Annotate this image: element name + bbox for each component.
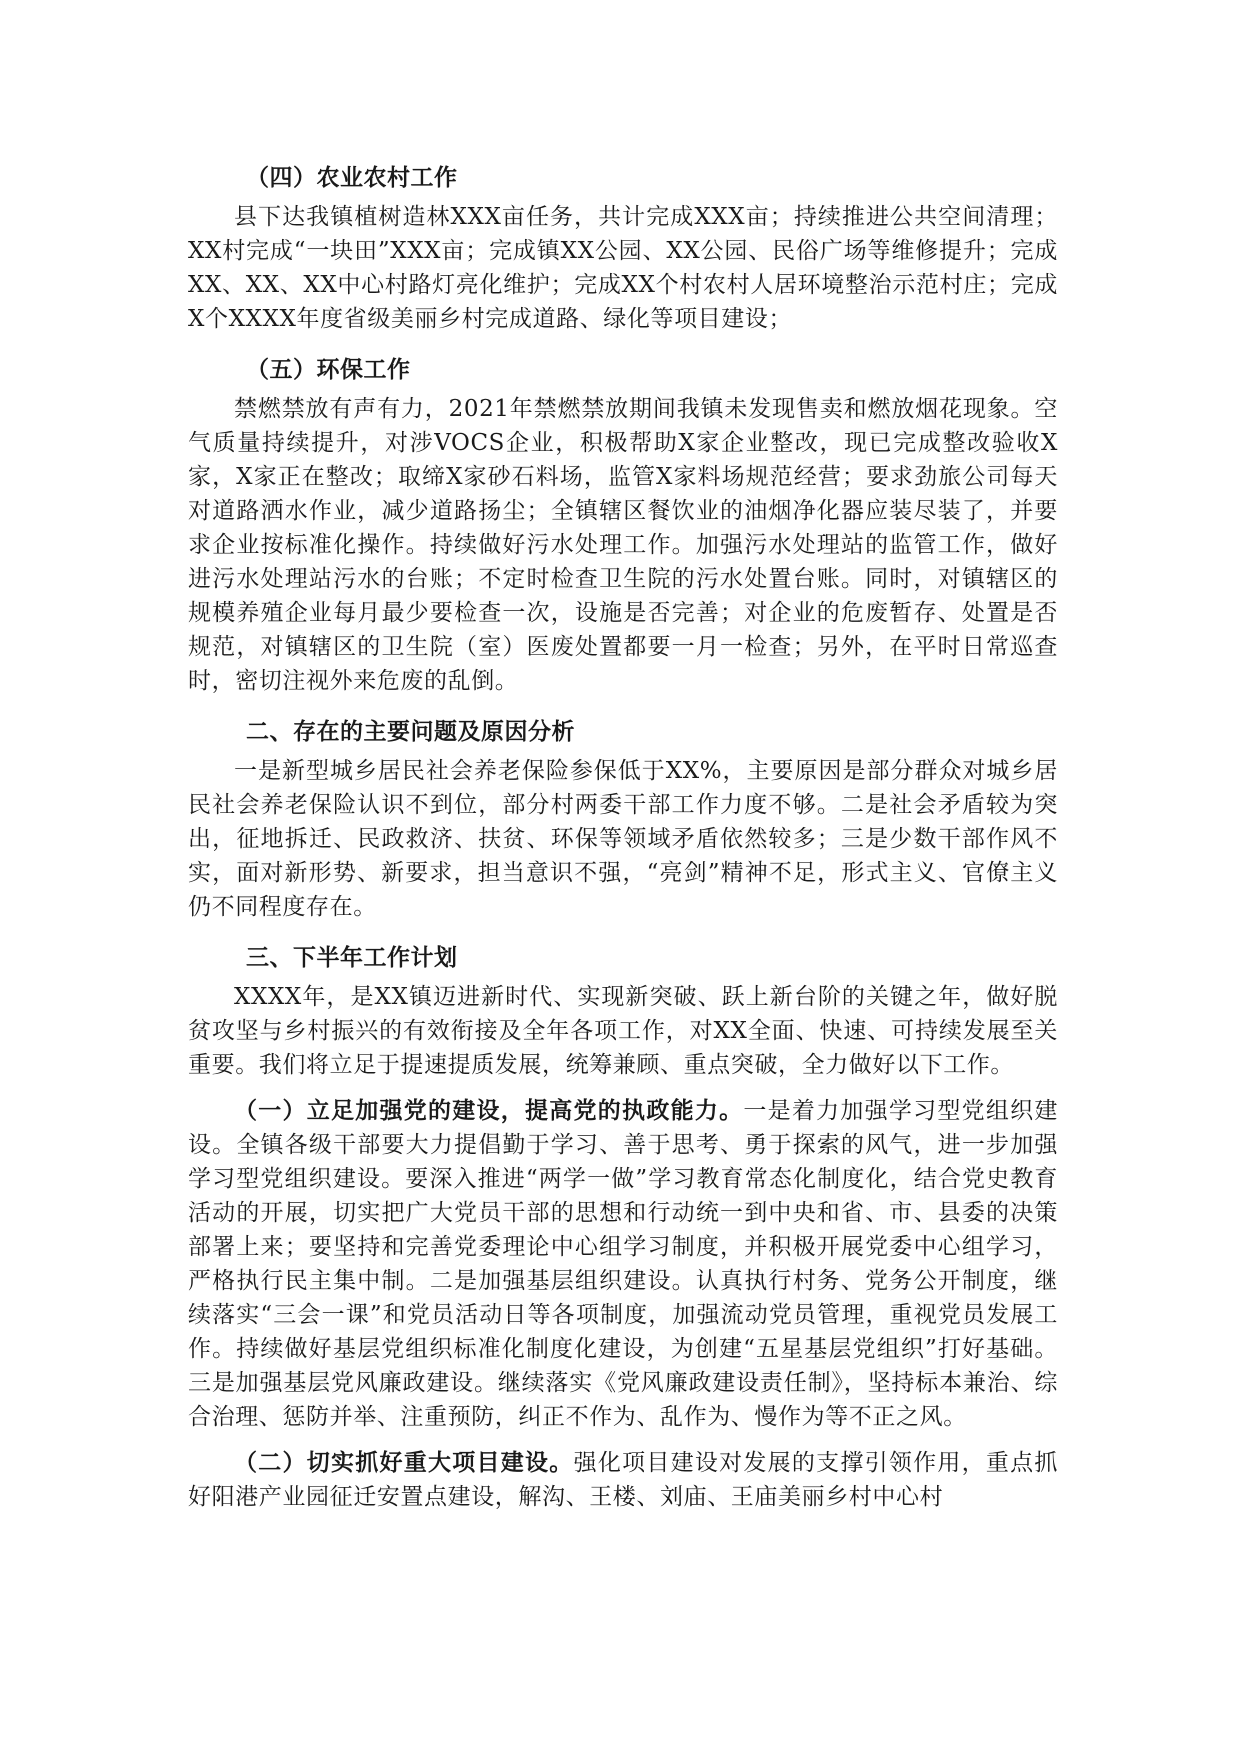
paragraph-body-party-building: 一是着力加强学习型党组织建设。全镇各级干部要大力提倡勤于学习、善于思考、勇于探索的风气，进一步加强学习型党组织建设。要深入推进“两学一做”学习教育常态化制度化，结合党史教育活动的开展，切实把广大党员干部的思想和行动统一到中央和省、市、县委的决策部署上来；要坚持和完善党委理论中心组学习制度，并积极开展党委中心组学习，严格执行民主集中制。二是加强基层组织建设。认真执行村务、党务公开制度，继续落实“三会一课”和党员活动日等各项制度，加强流动党员管理，重视党员发展工作。持续做好基层党组织标准化制度化建设，为创建“五星基层党组织”打好基础。三是加强基层党风廉政建设。继续落实《党风廉政建设责任制》，坚持标本兼治、综合治理、惩防并举、注重预防，纠正不作为、乱作为、慢作为等不正之风。 xyxy=(188,1098,1058,1430)
section-heading-environment: （五）环保工作 xyxy=(246,356,411,383)
paragraph-agriculture: 县下达我镇植树造林XXX亩任务，共计完成XXX亩；持续推进公共空间清理；XX村完成“一块田”XXX亩；完成镇XX公园、XX公园、民俗广场等维修提升；完成XX、XX、XX中心村路灯亮化维护；完成XX个村农村人居环境整治示范村庄；完成X个XXXX年度省级美丽乡村完成道路、绿化等项目建设； xyxy=(188,204,1058,332)
paragraph-major-projects xyxy=(188,1446,1058,1514)
paragraph-lead-party-building: （一）立足加强党的建设，提高党的执政能力。 xyxy=(234,1097,744,1124)
document-page xyxy=(188,156,1058,1514)
paragraph-lead-major-projects: （二）切实抓好重大项目建设。 xyxy=(234,1449,574,1476)
paragraph-environment: 禁燃禁放有声有力，2021年禁燃禁放期间我镇未发现售卖和燃放烟花现象。空气质量持续提升，对涉VOCS企业，积极帮助X家企业整改，现已完成整改验收X家，X家正在整改；取缔X家砂石料场，监管X家料场规范经营；要求劲旅公司每天对道路洒水作业，减少道路扬尘；全镇辖区餐饮业的油烟净化器应装尽装了，并要求企业按标准化操作。持续做好污水处理工作。加强污水处理站的监管工作，做好进污水处理站污水的台账；不定时检查卫生院的污水处置台账。同时，对镇辖区的规模养殖企业每月最少要检查一次，设施是否完善；对企业的危废暂存、处置是否规范，对镇辖区的卫生院（室）医废处置都要一月一检查；另外，在平时日常巡查时，密切注视外来危废的乱倒。 xyxy=(188,396,1058,694)
paragraph-plan: XXXX年，是XX镇迈进新时代、实现新突破、跃上新台阶的关键之年，做好脱贫攻坚与乡村振兴的有效衔接及全年各项工作，对XX全面、快速、可持续发展至关重要。我们将立足于提速提质发展，统筹兼顾、重点突破，全力做好以下工作。 xyxy=(188,984,1058,1078)
section-heading-problems: 二、存在的主要问题及原因分析 xyxy=(246,718,575,745)
paragraph-problems: 一是新型城乡居民社会养老保险参保低于XX%，主要原因是部分群众对城乡居民社会养老保险认识不到位，部分村两委干部工作力度不够。二是社会矛盾较为突出，征地拆迁、民政救济、扶贫、环保等领域矛盾依然较多；三是少数干部作风不实，面对新形势、新要求，担当意识不强，“亮剑”精神不足，形式主义、官僚主义仍不同程度存在。 xyxy=(188,758,1058,920)
section-heading-plan: 三、下半年工作计划 xyxy=(246,944,458,971)
section-heading-agriculture: （四）农业农村工作 xyxy=(246,164,458,191)
paragraph-body-major-projects: 强化项目建设对发展的支撑引领作用，重点抓好阳港产业园征迁安置点建设，解沟、王楼、刘庙、王庙美丽乡村中心村 xyxy=(188,1450,1058,1510)
paragraph-party-building xyxy=(188,1094,1058,1434)
